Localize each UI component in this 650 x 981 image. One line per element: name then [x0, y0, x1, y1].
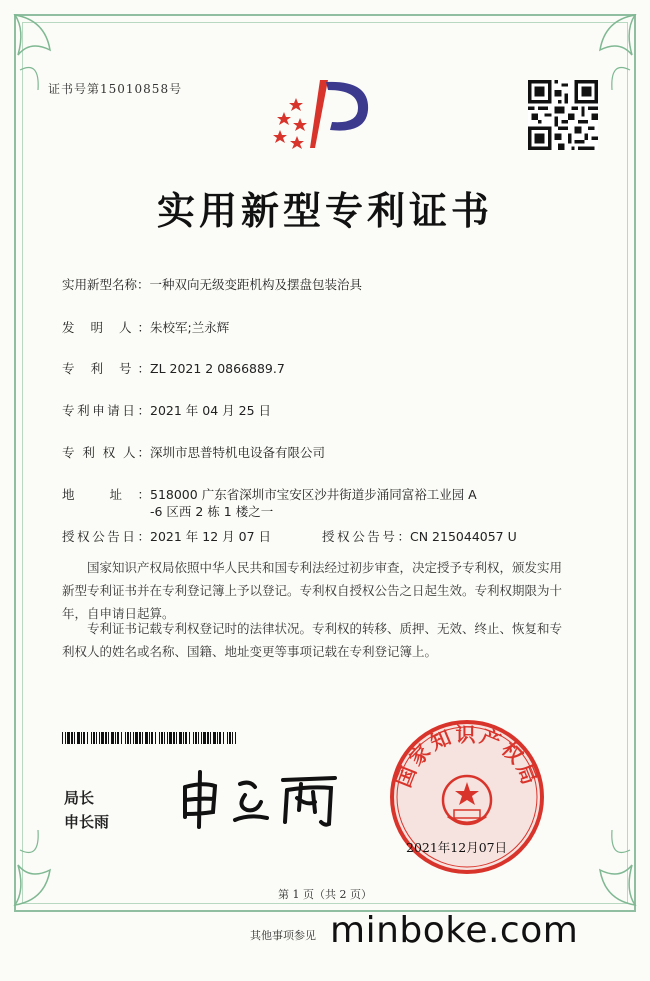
field-label: 授权公告号：	[322, 529, 410, 544]
watermark-text: minboke.com	[330, 910, 579, 951]
body-line: 新型专利证书并在专利登记簿上予以登记。专利权自授权公告之日起生效。专利权期限为十	[62, 583, 563, 598]
body-line: 国家知识产权局依照中华人民共和国专利法经过初步审查，决定授予专利权，颁发实用	[87, 560, 563, 575]
field-address	[62, 485, 477, 503]
field-address-line2: -6 区西 2 栋 1 楼之一	[150, 504, 274, 519]
body-paragraph-1	[62, 556, 602, 625]
field-patent-number	[62, 359, 285, 377]
field-label: 地 址：	[62, 487, 150, 502]
field-value: 2021 年 04 月 25 日	[150, 403, 271, 418]
field-value: 朱校军;兰永辉	[150, 320, 230, 335]
body-line: 专利证书记载专利权登记时的法律状况。专利权的转移、质押、无效、终止、恢复和专	[87, 621, 563, 636]
field-label: 专 利 权 人：	[62, 445, 150, 460]
field-label: 专利申请日：	[62, 403, 150, 418]
field-grant-number	[322, 527, 517, 545]
body-line: 年，自申请日起算。	[62, 606, 175, 621]
field-value: 一种双向无级变距机构及摆盘包装治具	[149, 277, 363, 292]
cnipa-logo-icon	[270, 72, 380, 152]
director-title: 局长	[64, 789, 95, 807]
page-number: 第 1 页（共 2 页）	[278, 888, 372, 901]
field-patent-holder	[62, 443, 325, 461]
field-value: CN 215044057 U	[410, 529, 517, 544]
field-value: ZL 2021 2 0866889.7	[150, 361, 285, 376]
seal-date: 2021年12月07日	[406, 840, 508, 855]
certificate-number: 证书号第15010858号	[48, 82, 183, 96]
body-line: 利权人的姓名或名称、国籍、地址变更等事项记载在专利登记簿上。	[62, 644, 438, 659]
director-signature	[175, 762, 345, 832]
director-name: 申长雨	[64, 813, 110, 831]
body-paragraph-2	[62, 617, 602, 663]
field-value: 2021 年 12 月 07 日	[150, 529, 271, 544]
field-label: 专 利 号：	[62, 361, 150, 376]
field-application-date	[62, 401, 271, 419]
qr-code-icon	[528, 80, 598, 150]
field-value: 518000 广东省深圳市宝安区沙井街道步涌同富裕工业园 A	[150, 487, 477, 502]
field-label: 授权公告日：	[62, 529, 150, 544]
field-inventor	[62, 318, 229, 336]
field-utility-model-name	[62, 275, 362, 293]
barcode-icon	[62, 732, 237, 744]
footer-note: 其他事项参见	[250, 929, 316, 942]
field-label: 实用新型名称：	[62, 277, 150, 292]
field-grant-date	[62, 527, 271, 545]
seal-text: 国家知识产权局	[391, 722, 543, 791]
field-label: 发 明 人：	[62, 320, 150, 335]
field-value: 深圳市思普特机电设备有限公司	[150, 445, 326, 460]
certificate-title: 实用新型专利证书	[156, 188, 493, 233]
